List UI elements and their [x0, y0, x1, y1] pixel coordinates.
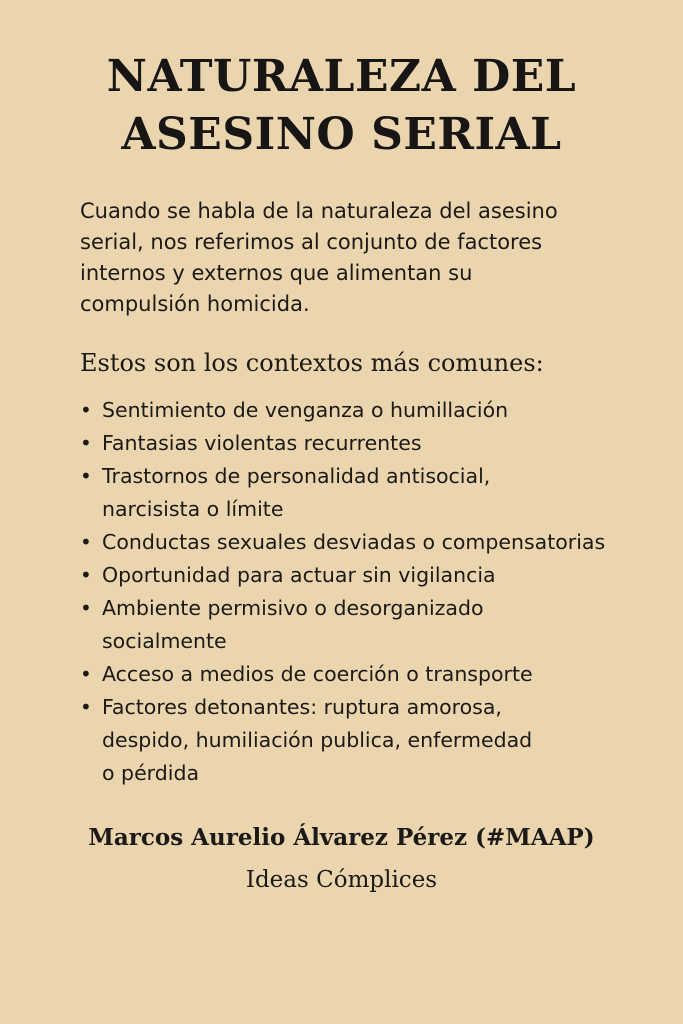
list-item-text-continued: despido, humiliación publica, enfermedad — [102, 728, 533, 752]
contexts-list — [80, 394, 670, 790]
intro-paragraph — [80, 196, 620, 320]
list-item — [80, 427, 670, 460]
page-title — [0, 48, 683, 164]
bullet-icon: • — [80, 695, 92, 719]
author-name: Marcos Aurelio Álvarez Pérez (#MAAP) — [88, 824, 595, 851]
list-item — [80, 460, 670, 526]
list-item-text: Conductas sexuales desviadas o compensatorias — [102, 530, 606, 554]
bullet-icon: • — [80, 596, 92, 620]
intro-line-1: Cuando se habla de la naturaleza del asesino — [80, 199, 558, 223]
bullet-icon: • — [80, 662, 92, 686]
intro-line-2: serial, nos referimos al conjunto de factores — [80, 230, 543, 254]
list-item — [80, 559, 670, 592]
list-item-text: Oportunidad para actuar sin vigilancia — [102, 563, 496, 587]
intro-line-4: compulsión homicida. — [80, 292, 310, 316]
title-line-1: NATURALEZA DEL — [106, 51, 577, 102]
list-item-text-continued: narcisista o límite — [102, 497, 284, 521]
list-item — [80, 394, 670, 427]
list-item — [80, 592, 670, 658]
bullet-icon: • — [80, 398, 92, 422]
bullet-icon: • — [80, 464, 92, 488]
bullet-icon: • — [80, 530, 92, 554]
list-item-text: Acceso a medios de coerción o transporte — [102, 662, 533, 686]
publisher-name: Ideas Cómplices — [245, 867, 438, 893]
list-item-text: Trastornos de personalidad antisocial, — [102, 464, 491, 488]
bullet-icon: • — [80, 431, 92, 455]
list-item-text-continued: socialmente — [102, 629, 227, 653]
list-item — [80, 691, 670, 790]
list-item-text: Factores detonantes: ruptura amorosa, — [102, 695, 502, 719]
contexts-heading: Estos son los contextos más comunes: — [80, 349, 544, 377]
list-item-text: Fantasias violentas recurrentes — [102, 431, 422, 455]
bullet-icon: • — [80, 563, 92, 587]
intro-line-3: internos y externos que alimentan su — [80, 261, 473, 285]
list-item — [80, 658, 670, 691]
list-item-text: Ambiente permisivo o desorganizado — [102, 596, 484, 620]
title-line-2: ASESINO SERIAL — [121, 109, 562, 160]
list-item-text: Sentimiento de venganza o humillación — [102, 398, 509, 422]
list-item — [80, 526, 670, 559]
list-item-text-continued: o pérdida — [102, 761, 200, 785]
